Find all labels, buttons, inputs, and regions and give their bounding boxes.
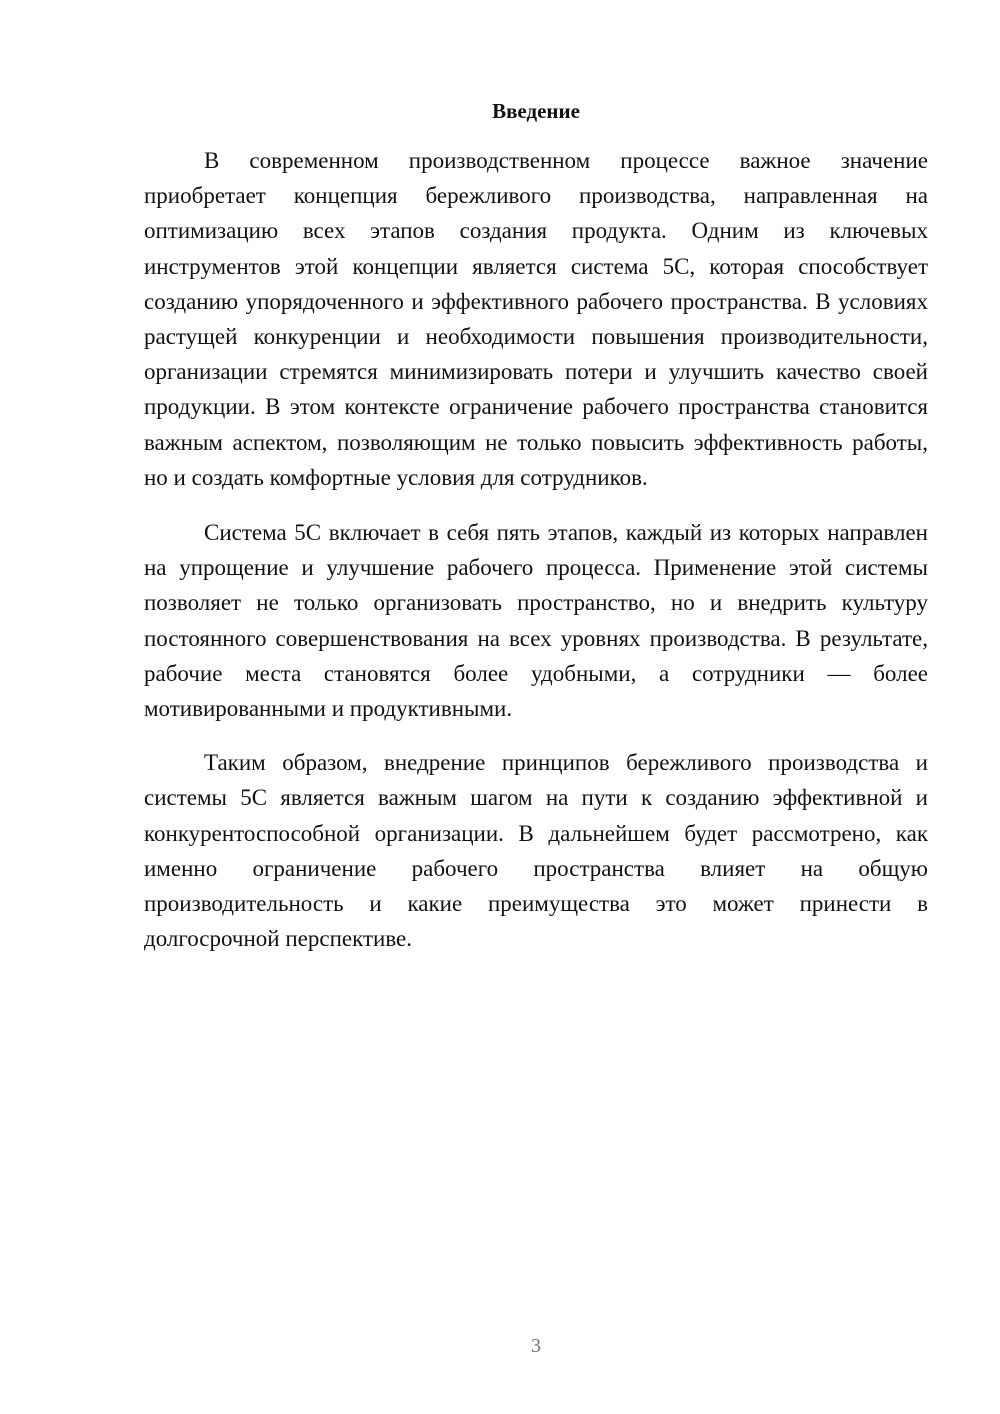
page-number: 3 (531, 1335, 541, 1357)
paragraph-5s-system: Система 5С включает в себя пять этапов, каждый из которых направлен на упрощение и улучшение рабочего процесса. Применение этой системы позволяет не только организовать пространство, но и внедрить культуру постоянного совершенствования на всех уровнях производства. В результате, рабочие места становятся более удобными, а сотрудники — более мотивированными и продуктивными. (144, 520, 928, 722)
paragraph-intro: В современном производственном процессе важное значение приобретает концепция бережливого производства, направленная на оптимизацию всех этапов создания продукта. Одним из ключевых инструментов этой концепции является система 5С, которая способствует созданию упорядоченного и эффективного рабочего пространства. В условиях растущей конкуренции и необходимости повышения производительности, организации стремятся минимизировать потери и улучшить качество своей продукции. В этом контексте ограничение рабочего пространства становится важным аспектом, позволяющим не только повысить эффективность работы, но и создать комфортные условия для сотрудников. (144, 148, 928, 490)
paragraph-conclusion: Таким образом, внедрение принципов бережливого производства и системы 5С является важным шагом на пути к созданию эффективной и конкурентоспособной организации. В дальнейшем будет рассмотрено, как именно ограничение рабочего пространства влияет на общую производительность и какие преимущества это может принести в долгосрочной перспективе. (144, 750, 928, 952)
body-text (144, 143, 928, 976)
section-heading: Введение (492, 99, 580, 123)
